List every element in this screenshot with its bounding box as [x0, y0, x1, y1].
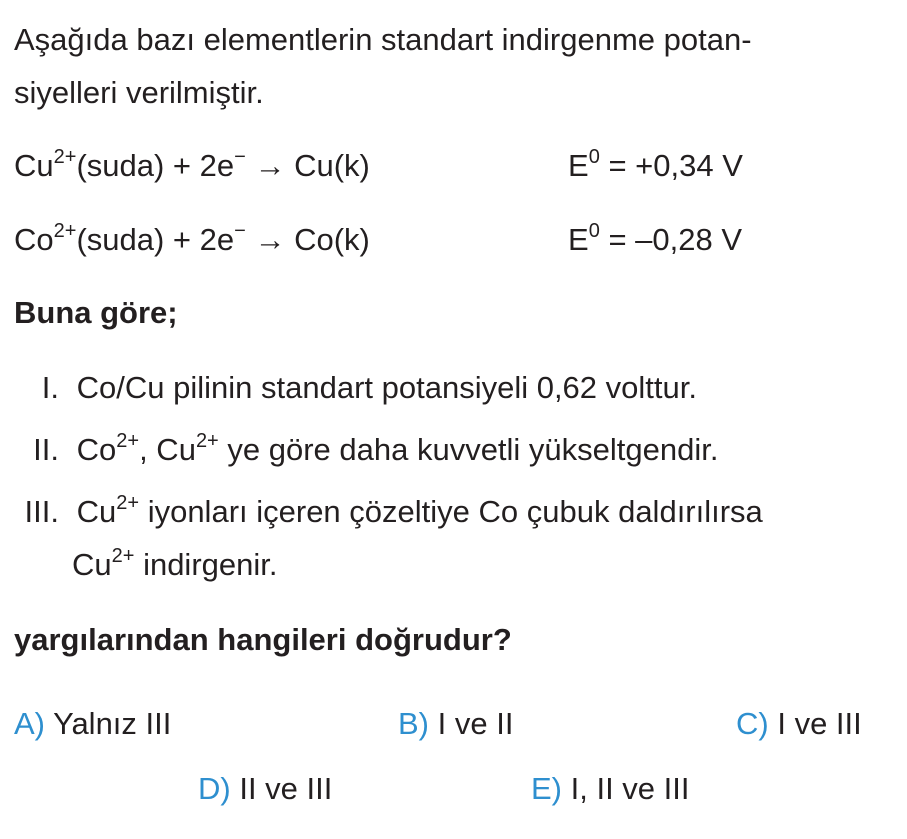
potential-cu [568, 146, 743, 183]
ion-symbol: Co [76, 432, 117, 467]
statement-3-continuation [72, 545, 278, 582]
electron-charge: − [234, 146, 246, 168]
potential-sup: 0 [588, 146, 600, 168]
reaction-product: Co(k) [294, 222, 370, 257]
option-text: I ve II [437, 706, 514, 741]
option-c[interactable] [736, 708, 862, 739]
option-letter: B) [398, 706, 429, 741]
potential-sup: 0 [588, 220, 600, 242]
potential-value: = +0,34 V [608, 148, 743, 183]
intro-line-1: Aşağıda bazı elementlerin standart indirgenme potan- [14, 22, 752, 57]
option-letter: E) [531, 771, 562, 806]
option-text: Yalnız III [53, 706, 172, 741]
statement-number: III. [24, 494, 59, 529]
prompt-heading: Buna göre; [14, 295, 178, 330]
statement-3 [14, 492, 763, 529]
ion-symbol: Cu [72, 547, 112, 582]
potential-symbol: E [568, 222, 589, 257]
potential-co [568, 220, 743, 257]
statement-rest: indirgenir. [134, 547, 278, 582]
statement-number: I. [41, 370, 59, 405]
statement-text [77, 494, 763, 529]
ion-symbol: Cu [14, 148, 54, 183]
option-d[interactable] [198, 773, 332, 804]
reaction-product: Cu(k) [294, 148, 370, 183]
question-text: yargılarından hangileri doğrudur? [14, 622, 512, 657]
potential-symbol: E [568, 148, 589, 183]
reaction-cu [14, 146, 370, 183]
ion-charge: 2+ [111, 545, 135, 567]
ion-symbol: Co [14, 222, 54, 257]
option-e[interactable] [531, 773, 690, 804]
option-a[interactable] [14, 708, 171, 739]
statement-rest: iyonları içeren çözeltiye Co çubuk daldırılırsa [139, 494, 763, 529]
potential-value: = –0,28 V [608, 222, 743, 257]
statement-text: Co/Cu pilinin standart potansiyeli 0,62 volttur. [76, 370, 697, 405]
intro-line-2: siyelleri verilmiştir. [14, 75, 264, 110]
option-text: I ve III [777, 706, 862, 741]
option-letter: A) [14, 706, 45, 741]
ion-symbol: Cu [76, 494, 117, 529]
reaction-lhs: (suda) + 2e [76, 148, 235, 183]
option-text: II ve III [239, 771, 333, 806]
option-letter: C) [736, 706, 769, 741]
ion-charge: 2+ [53, 220, 77, 242]
ion-charge: 2+ [195, 430, 219, 452]
reaction-lhs: (suda) + 2e [76, 222, 235, 257]
ion-symbol: , Cu [139, 432, 196, 467]
ion-charge: 2+ [116, 492, 140, 514]
reaction-co [14, 220, 370, 257]
option-text: I, II ve III [570, 771, 690, 806]
arrow-icon: → [254, 148, 286, 183]
ion-charge: 2+ [53, 146, 77, 168]
option-b[interactable] [398, 708, 513, 739]
statement-rest: ye göre daha kuvvetli yükseltgendir. [218, 432, 719, 467]
statement-2 [14, 430, 719, 467]
arrow-icon: → [254, 222, 286, 257]
statement-number: II. [33, 432, 59, 467]
electron-charge: − [234, 220, 246, 242]
statement-text [77, 432, 719, 467]
statement-1 [14, 372, 697, 403]
ion-charge: 2+ [116, 430, 140, 452]
option-letter: D) [198, 771, 231, 806]
